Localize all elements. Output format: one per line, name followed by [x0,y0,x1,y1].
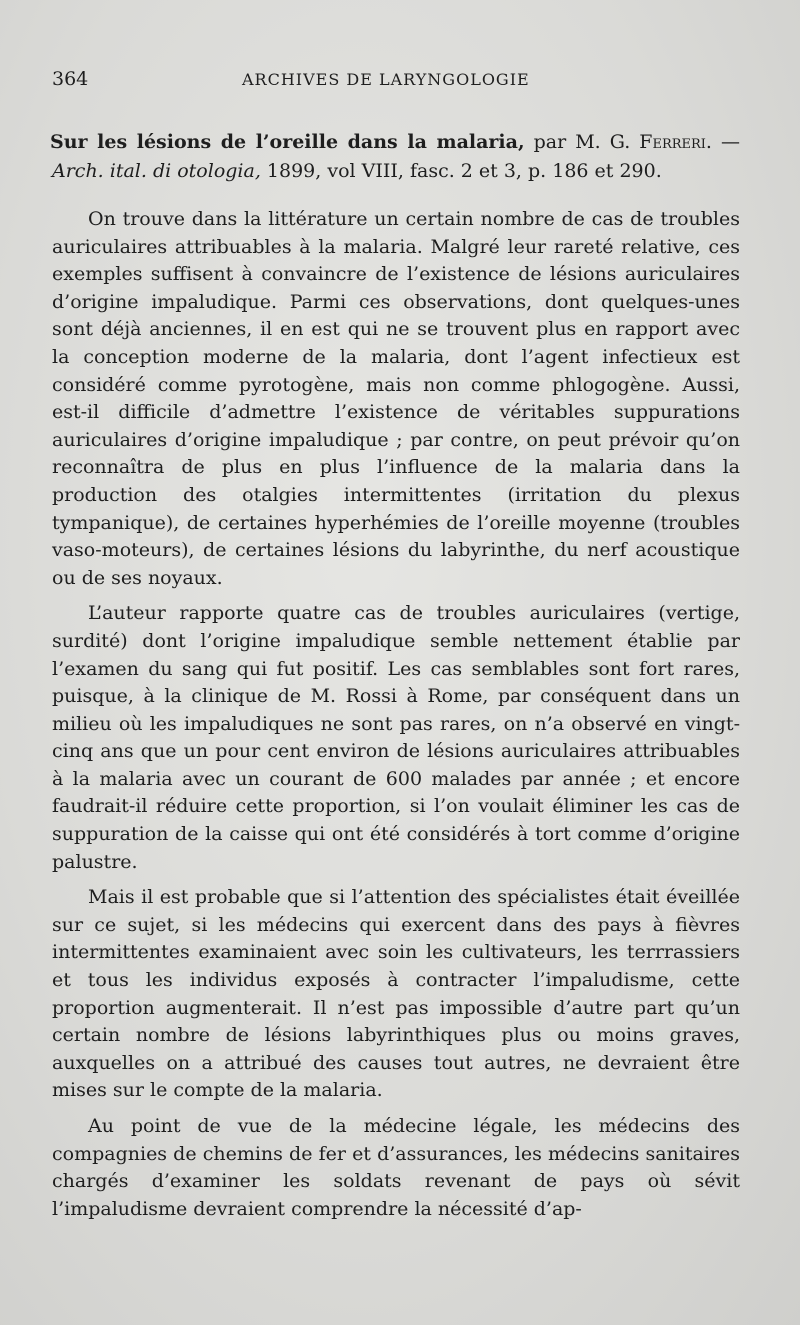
article-title [52,128,740,186]
paragraph-2: L’auteur rapporte quatre cas de troubles auriculaires (vertige, surdité) dont l’origine impaludique semble nettement établie par l’examen du sang qui fut positif. Les cas semblables sont fort rares, puisque, à la clinique de M. Rossi à Rome, par conséquent dans un milieu où les impaludiques ne sont pas rares, on n’a observé en vingt-cinq ans que un pour cent environ de lésions auriculaires attribuables à la malaria avec un courant de 600 malades par année ; et encore faudrait-il réduire cette proportion, si l’on voulait éliminer les cas de suppuration de la caisse qui ont été considérés à tort comme d’origine palustre. [52,602,740,873]
page-header [52,68,740,108]
author-prefix: par M. G. [524,131,640,153]
page-number: 364 [52,68,89,90]
paragraph-1: On trouve dans la littérature un certain nombre de cas de troubles auriculaires attribuables à la malaria. Malgré leur rareté relative, ces exemples suffisent à convaincre de l’existence de lésions auriculaires d’origine impaludique. Parmi ces observations, dont quelques-unes sont déjà anciennes, il en est qui ne se trouvent plus en rapport avec la conception moderne de la malaria, dont l’agent infectieux est considéré comme pyrotogène, mais non comme phlogogène. Aussi, est-il difficile d’admettre l’existence de véritables suppurations auriculaires d’origine impaludique ; par contre, on peut prévoir qu’on reconnaîtra de plus en plus l’influence de la malaria dans la production des otalgies intermittentes (irritation du plexus tympanique), de certaines hyperhémies de l’oreille moyenne (troubles vaso-moteurs), de certaines lésions du labyrinthe, du nerf acoustique ou de ses noyaux. [52,208,740,589]
title-text: Sur les lésions de l’oreille dans la malaria, [50,131,525,153]
running-head: ARCHIVES DE LARYNGOLOGIE [242,70,530,89]
paragraph-3: Mais il est probable que si l’attention des spécialistes était éveillée sur ce sujet, si les médecins qui exercent dans des pays à fièvres intermittentes examinaient avec soin les cultivateurs, les terrrassiers et tous les individus exposés à contracter l’impaludisme, cette proportion augmenterait. Il n’est pas impossible d’autre part qu’un certain nombre de lésions labyrinthiques plus ou moins graves, auxquelles on a attribué des causes tout autres, ne devraient être mises sur le compte de la malaria. [52,886,740,1102]
source-dash: — [711,131,740,153]
journal-name: Arch. ital. di otologia, [52,160,261,182]
citation-details: 1899, vol VIII, fasc. 2 et 3, p. 186 et 290. [260,160,662,182]
author-name: Ferreri. [639,131,712,153]
paragraph-4: Au point de vue de la médecine légale, les médecins des compagnies de chemins de fer et d’assurances, les médecins sanitaires chargés d’examiner les soldats revenant de pays où sévit l’impaludisme devraient comprendre la nécessité d’ap- [52,1115,740,1220]
